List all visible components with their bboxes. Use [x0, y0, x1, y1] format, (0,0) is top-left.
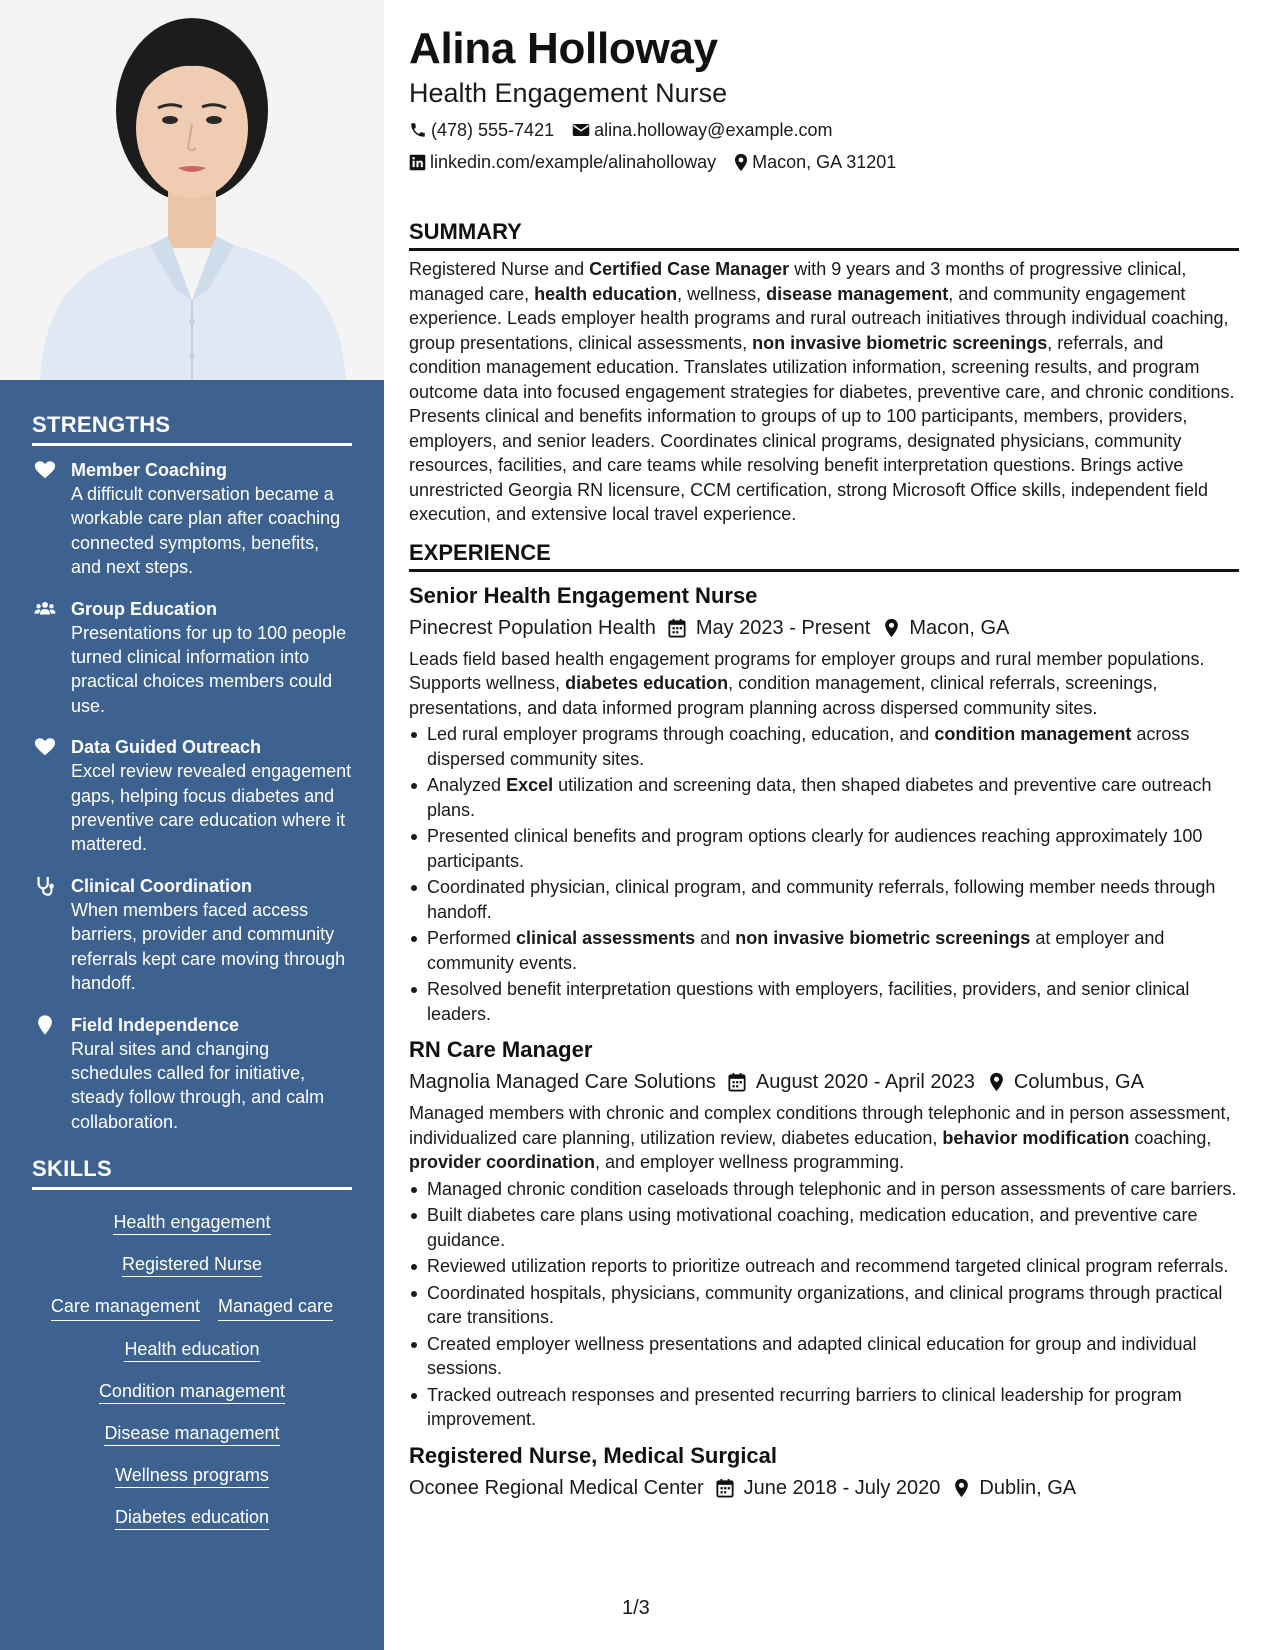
bullet-item — [409, 926, 1239, 975]
job-description — [409, 647, 1239, 721]
strength-item — [32, 1013, 352, 1135]
bold-text: Certified Case Manager — [589, 259, 790, 279]
skill-tag: Diabetes education — [115, 1507, 269, 1530]
contact-phone — [409, 114, 554, 146]
linkedin-icon — [409, 154, 426, 171]
phone-number: (478) 555-7421 — [431, 120, 555, 140]
job-meta — [409, 1473, 1239, 1503]
job-meta — [409, 613, 1239, 643]
strength-title: Member Coaching — [71, 460, 228, 480]
bold-text: provider coordination — [409, 1152, 596, 1172]
bold-text: diabetes education — [565, 673, 729, 693]
job-dates — [728, 1067, 975, 1097]
candidate-title: Health Engagement Nurse — [409, 78, 728, 108]
bold-text: disease management — [766, 283, 949, 304]
company-name: Pinecrest Population Health — [409, 616, 656, 639]
text-run: and — [695, 928, 736, 948]
text-run: with 9 years and 3 months of progressive clinical, managed care, — [409, 259, 1187, 304]
summary-heading: SUMMARY — [409, 218, 1239, 251]
bullet-item — [409, 722, 1239, 771]
text-run: Analyzed — [427, 775, 507, 795]
page-number: 1/3 — [622, 1597, 650, 1619]
job-entry — [409, 1035, 1239, 1432]
text-run: Performed — [427, 928, 517, 948]
calendar-icon — [668, 618, 686, 638]
company-name: Magnolia Managed Care Solutions — [409, 1071, 716, 1093]
map-pin-icon — [734, 153, 748, 172]
text-run: Reviewed utilization reports to prioritize outreach and recommend targeted clinical program referrals. — [427, 1256, 1229, 1276]
strength-description: Rural sites and changing schedules called for initiative, steady follow through, and calm collaboration. — [71, 1038, 325, 1132]
contact-location — [734, 146, 896, 178]
job-meta — [409, 1067, 1239, 1097]
strength-description: Presentations for up to 100 people turned clinical information into practical choices members could use. — [71, 622, 347, 716]
company-name: Oconee Regional Medical Center — [409, 1476, 704, 1499]
text-run: Tracked outreach responses and presented recurring barriers to clinical leadership for program improvement. — [427, 1384, 1182, 1429]
text-run: Leads field based health engagement programs for employer groups and rural member populations. Supports wellness, — [409, 648, 1205, 693]
text-run: Registered Nurse and — [409, 259, 590, 279]
strength-description: When members faced access barriers, provider and community referrals kept care moving through handoff. — [71, 899, 346, 994]
text-run: Managed members with chronic and complex conditions through telephonic and in person assessment, individualized care planning, utilization review, diabetes education, — [409, 1103, 1231, 1148]
strength-description: A difficult conversation became a workable care plan after coaching connected symptoms, benefits, and next steps. — [71, 484, 341, 578]
date-range: August 2020 - April 2023 — [755, 1071, 975, 1093]
bold-text: health education — [534, 283, 678, 304]
portrait-illustration — [0, 0, 384, 380]
skill-tag: Managed care — [218, 1294, 333, 1321]
stethoscope-icon — [34, 875, 56, 897]
bullet-item — [409, 1383, 1239, 1432]
skill-tag: Condition management — [99, 1381, 285, 1404]
job-dates — [716, 1473, 941, 1503]
date-range: June 2018 - July 2020 — [743, 1476, 941, 1499]
bullet-item — [409, 1332, 1239, 1381]
contact-linkedin — [409, 146, 716, 178]
phone-icon — [409, 121, 427, 139]
text-run: , referrals, and condition management education. Translates utilization information, screening results, and program outcome data into focused engagement strategies for diabetes, preventive care, and chronic conditions. Presents clinical and benefits information to groups of up to 100 participants, members, providers, employers, and senior leaders. Coordinates clinical programs, designated physicians, community resources, facilities, and care teams while resolving benefit interpretation questions. Brings active unrestricted Georgia RN licensure, CCM certification, strong Microsoft Office skills, independent field execution, and extensive local travel experience. — [409, 332, 1235, 524]
bullet-item — [409, 1177, 1239, 1202]
text-run: , condition management, clinical referrals, screenings, presentations, and data informed program planning across dispersed community sites. — [409, 673, 1158, 718]
strength-item — [32, 458, 352, 580]
text-run: Presented clinical benefits and program options clearly for audiences reaching approximately 100 participants. — [427, 826, 1203, 871]
bullet-item — [409, 824, 1239, 873]
job-title: RN Care Manager — [409, 1037, 593, 1062]
text-run: Resolved benefit interpretation questions with employers, facilities, providers, and senior clinical leaders. — [427, 979, 1190, 1024]
skills-list — [32, 1202, 352, 1531]
bullet-item — [409, 773, 1239, 822]
text-run: Created employer wellness presentations and adapted clinical education for group and individual sessions. — [427, 1333, 1197, 1378]
group-icon — [34, 598, 56, 620]
bullet-item — [409, 977, 1239, 1026]
summary-paragraph — [409, 257, 1239, 527]
strength-item — [32, 874, 352, 996]
contact-row — [409, 146, 1239, 178]
job-entry — [409, 1441, 1239, 1503]
bullet-item — [409, 1281, 1239, 1330]
calendar-icon — [716, 1478, 734, 1498]
bold-text: non invasive biometric screenings — [735, 928, 1031, 948]
date-range: May 2023 - Present — [695, 616, 871, 639]
location-pin-icon — [34, 1014, 56, 1036]
sidebar-content — [32, 412, 352, 1531]
sidebar — [0, 0, 384, 1650]
strength-item — [32, 735, 352, 857]
email-address[interactable]: alina.holloway@example.com — [594, 120, 833, 140]
job-dates — [668, 613, 871, 643]
text-run: across dispersed community sites. — [427, 724, 1190, 769]
calendar-icon — [728, 1072, 746, 1092]
candidate-name: Alina Holloway — [409, 24, 718, 73]
text-run: Coordinated hospitals, physicians, community organizations, and clinical programs through practical care transitions. — [427, 1282, 1223, 1327]
text-run: coaching, — [1129, 1127, 1212, 1148]
location-text: Dublin, GA — [979, 1476, 1077, 1499]
contact-email — [572, 114, 832, 146]
strength-title: Group Education — [71, 598, 217, 619]
profile-photo — [0, 0, 384, 380]
strengths-heading: STRENGTHS — [32, 412, 352, 446]
skill-tag: Wellness programs — [115, 1465, 269, 1488]
skills-heading: SKILLS — [32, 1156, 352, 1190]
envelope-icon — [572, 122, 590, 138]
text-run: , wellness, — [677, 283, 767, 304]
job-title: Registered Nurse, Medical Surgical — [409, 1442, 778, 1468]
bold-text: behavior modification — [942, 1127, 1130, 1148]
bullet-item — [409, 1203, 1239, 1252]
linkedin-url[interactable]: linkedin.com/example/alinaholloway — [430, 152, 717, 172]
map-pin-icon — [989, 1072, 1004, 1092]
location-text: Macon, GA — [909, 616, 1010, 639]
text-run: Led rural employer programs through coaching, education, and — [427, 724, 935, 744]
strength-description: Excel review revealed engagement gaps, helping focus diabetes and preventive care education where it mattered. — [71, 761, 352, 855]
text-run: Coordinated physician, clinical program, and community referrals, following member needs through handoff. — [427, 877, 1216, 922]
skill-tag: Care management — [51, 1294, 200, 1321]
bold-text: non invasive biometric screenings — [752, 332, 1048, 353]
bullet-item — [409, 875, 1239, 924]
job-entry — [409, 581, 1239, 1027]
heart-icon — [34, 459, 56, 481]
job-location — [954, 1473, 1076, 1503]
strength-item — [32, 597, 352, 719]
location-text: Macon, GA 31201 — [752, 152, 897, 172]
main-content — [409, 22, 1239, 1503]
bold-text: clinical assessments — [516, 928, 696, 948]
text-run: Managed chronic condition caseloads through telephonic and in person assessments of care barriers. — [427, 1178, 1237, 1199]
skill-tag: Disease management — [104, 1423, 279, 1446]
bullet-item — [409, 1254, 1239, 1279]
contact-row — [409, 114, 1239, 146]
job-title: Senior Health Engagement Nurse — [409, 582, 758, 608]
experience-heading: EXPERIENCE — [409, 539, 1239, 572]
strength-title: Clinical Coordination — [71, 875, 253, 896]
skill-tag: Registered Nurse — [122, 1254, 262, 1277]
location-text: Columbus, GA — [1013, 1071, 1144, 1093]
job-bullets — [409, 1177, 1239, 1432]
job-bullets — [409, 722, 1239, 1026]
job-description — [409, 1101, 1239, 1175]
job-location — [989, 1067, 1144, 1097]
bold-text: Excel — [506, 775, 554, 795]
text-run: utilization and screening data, then shaped diabetes and preventive care outreach plans. — [427, 775, 1212, 820]
strength-title: Data Guided Outreach — [71, 737, 262, 758]
skill-tag: Health engagement — [113, 1212, 270, 1235]
map-pin-icon — [884, 618, 899, 638]
text-run: , and employer wellness programming. — [595, 1152, 905, 1172]
text-run: , and community engagement experience. Leads employer health programs and rural outreach initiatives through individual coaching, group presentations, clinical assessments, — [409, 283, 1229, 353]
text-run: Built diabetes care plans using motivational coaching, medication education, and preventive care guidance. — [427, 1205, 1198, 1250]
heart-icon — [34, 736, 56, 758]
text-run: at employer and community events. — [427, 928, 1165, 973]
job-location — [884, 613, 1009, 643]
strength-title: Field Independence — [71, 1014, 240, 1035]
skill-tag: Health education — [124, 1339, 259, 1362]
map-pin-icon — [954, 1478, 969, 1498]
bold-text: condition management — [934, 724, 1132, 744]
